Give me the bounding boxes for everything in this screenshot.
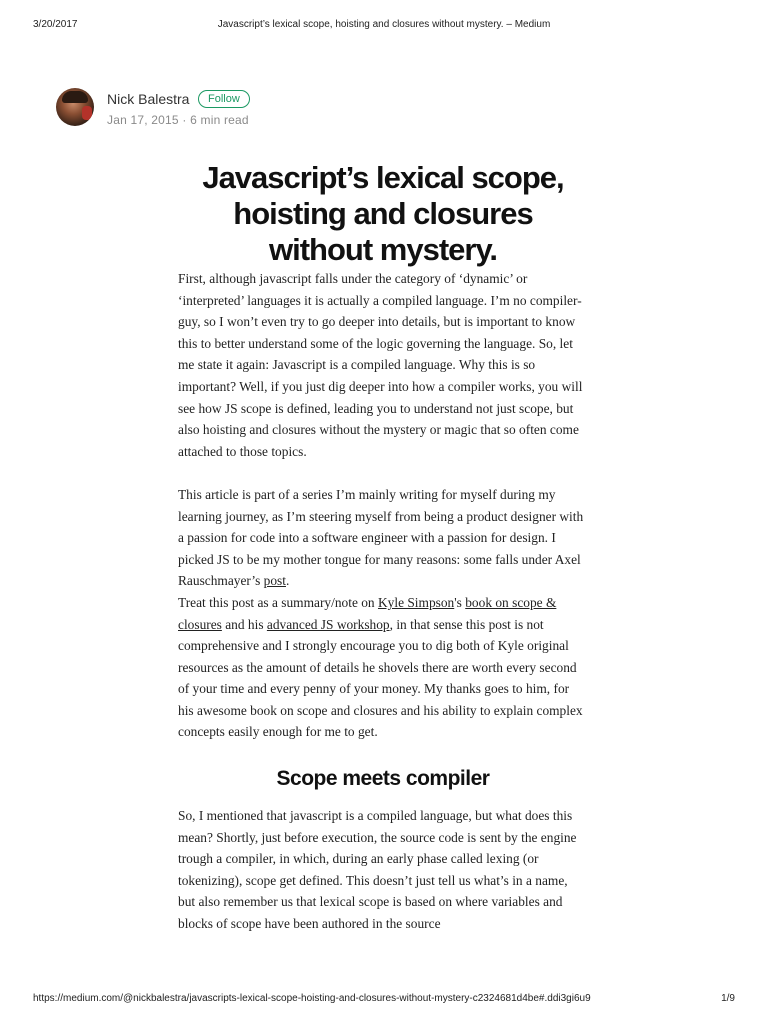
- book-link[interactable]: book on scope & closures: [178, 594, 557, 632]
- print-url: https://medium.com/@nickbalestra/javascripts-lexical-scope-hoisting-and-closures-without-mystery-c2324681d4be#.ddi3gi6u9: [33, 993, 591, 1004]
- post-date: Jan 17, 2015: [107, 113, 179, 127]
- avatar[interactable]: [56, 88, 94, 126]
- author-name[interactable]: Nick Balestra: [107, 91, 190, 107]
- workshop-link[interactable]: advanced JS workshop: [266, 616, 390, 632]
- follow-button[interactable]: Follow: [198, 90, 250, 108]
- section-heading: Scope meets compiler: [276, 767, 490, 791]
- print-page-title: Javascript’s lexical scope, hoisting and closures without mystery. – Medium: [217, 19, 551, 30]
- post-link[interactable]: post: [263, 573, 286, 589]
- paragraph-3: Treat this post as a summary/note on Kyle Simpson's book on scope & closures and his advanced JS workshop, in that sense this post is not comprehensive and I strongly encourage you to dig both of Kyle original resources as the amount of details he shovels there are worth every second of your time and every penny of your money. My thanks goes to him, for his awesome book on scope and closures and his ability to explain complex concepts easily enough for me to get.: [178, 594, 583, 740]
- post-meta: [107, 113, 249, 127]
- article-body: [178, 268, 588, 935]
- page-number: 1/9: [721, 993, 735, 1004]
- paragraph-4: So, I mentioned that javascript is a compiled language, but what does this mean? Shortly, just before execution, the source code is sent by the engine trough a compiler, in which, during an early phase called lexing (or tokenizing), scope get defined. This doesn’t just tell us what’s in a name, but also remember us that lexical scope is based on where variables and blocks of scope have been authored in the source: [178, 808, 577, 932]
- paragraph-1: First, although javascript falls under the category of ‘dynamic’ or ‘interpreted’ languages it is actually a compiled language. I’m no compiler-guy, so I won’t even try to go deeper into details, but is important to know this to better understand some of the logic governing the language. So, let me state it again: Javascript is a compiled language. Why this is so important? Well, if you just dig deeper into how a compiler works, you will see how JS scope is defined, leading you to understand not just scope, but also hoisting and closures without the mystery or magic that so often come attached to those topics.: [178, 271, 583, 459]
- print-date: 3/20/2017: [33, 19, 78, 30]
- paragraph-2: This article is part of a series I’m mainly writing for myself during my learning journey, as I’m steering myself from being a product designer with a passion for code into a software engineer with a passion for design. I picked JS to be my mother tongue for many reasons: some falls under Axel Rauschmayer’s post.: [178, 486, 584, 589]
- article-title: Javascript’s lexical scope, hoisting and closures without mystery.: [202, 160, 564, 267]
- read-time: 6 min read: [190, 113, 249, 127]
- kyle-simpson-link[interactable]: Kyle Simpson: [377, 594, 455, 610]
- meta-separator: ·: [182, 113, 187, 127]
